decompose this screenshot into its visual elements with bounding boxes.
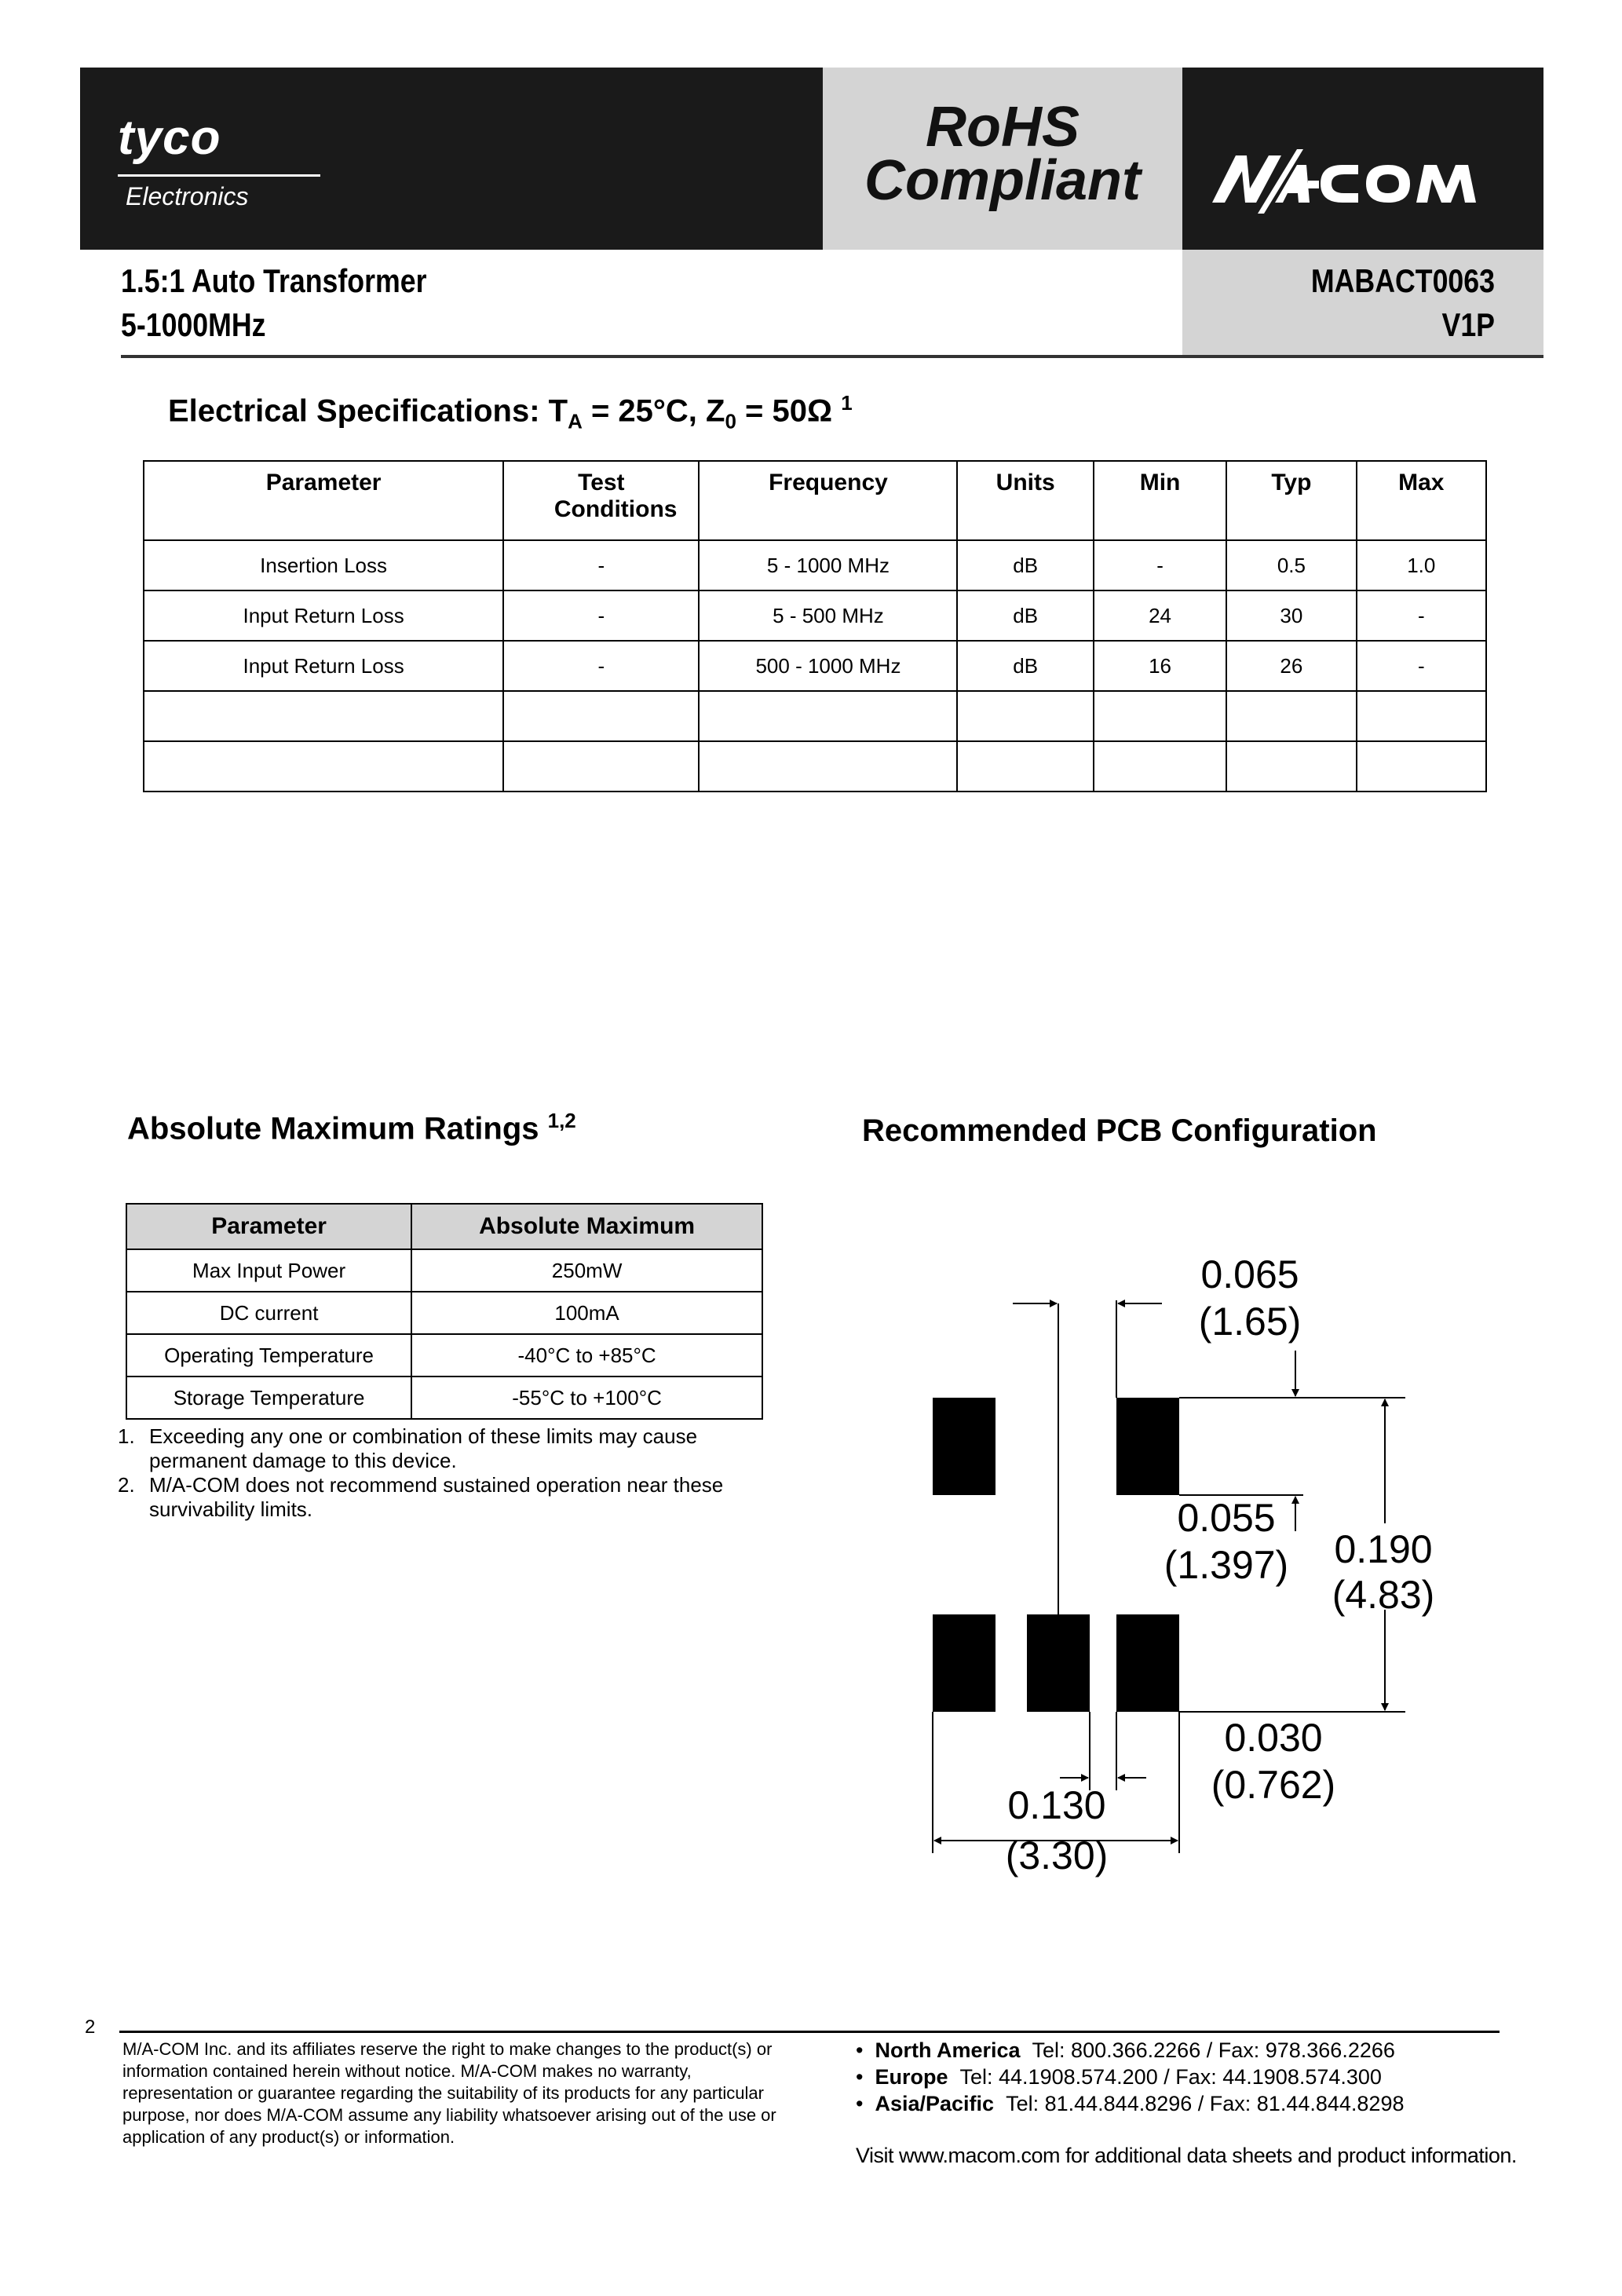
table-cell: Insertion Loss [144, 540, 503, 590]
table-cell: 5 - 1000 MHz [699, 540, 957, 590]
note-item [118, 1424, 824, 1473]
table-cell: -40°C to +85°C [411, 1334, 762, 1377]
table-cell [503, 741, 699, 792]
abs-max-heading [127, 1109, 576, 1146]
product-title-line2: 5-1000MHz [121, 306, 266, 343]
table-cell [1226, 741, 1356, 792]
table-cell: 26 [1226, 641, 1356, 691]
dim-label: (1.65) [1198, 1300, 1302, 1344]
table-row [144, 540, 1486, 590]
abs-max-notes [118, 1424, 824, 1522]
table-cell: Storage Temperature [126, 1377, 411, 1419]
table-cell: 24 [1094, 590, 1226, 641]
table-cell: 1.0 [1357, 540, 1486, 590]
electrical-spec-table [143, 460, 1487, 792]
rohs-badge [823, 96, 1182, 212]
contact-info: Tel: 800.366.2266 / Fax: 978.366.2266 [1032, 2038, 1395, 2062]
elec-heading-prefix: Electrical Specifications: T [168, 393, 568, 429]
tyco-logo-subtitle: Electronics [126, 182, 249, 210]
table-cell: Input Return Loss [144, 590, 503, 641]
table-header-row [144, 461, 1486, 540]
tyco-logo-rule [118, 174, 320, 177]
contact-region: Asia/Pacific [875, 2092, 995, 2115]
table-cell: Max Input Power [126, 1249, 411, 1292]
table-cell: dB [957, 590, 1093, 641]
table-cell: Input Return Loss [144, 641, 503, 691]
table-row [144, 641, 1486, 691]
contact-region: North America [875, 2038, 1021, 2062]
col-header-text: Test Conditions [553, 470, 678, 522]
pcb-heading: Recommended PCB Configuration [862, 1113, 1377, 1148]
table-header-row [126, 1204, 762, 1249]
tyco-logo: tyco [118, 111, 221, 165]
contact-info: Tel: 81.44.844.8296 / Fax: 81.44.844.8298 [1006, 2092, 1405, 2115]
table-cell: Operating Temperature [126, 1334, 411, 1377]
table-cell: - [1357, 641, 1486, 691]
table-cell: - [1094, 540, 1226, 590]
contact-item: • Europe Tel: 44.1908.574.200 / Fax: 44.1908.574.300 [856, 2065, 1382, 2089]
pcb-pad [933, 1398, 995, 1495]
table-cell [957, 691, 1093, 741]
note-item [118, 1473, 824, 1522]
note-number: 2. [118, 1473, 135, 1497]
col-header: Absolute Maximum [411, 1204, 762, 1249]
table-cell: dB [957, 641, 1093, 691]
table-row [126, 1249, 762, 1292]
rohs-line2: Compliant [864, 149, 1141, 212]
table-cell [1357, 691, 1486, 741]
table-cell: DC current [126, 1292, 411, 1334]
table-row [144, 741, 1486, 792]
contact-item: • Asia/Pacific Tel: 81.44.844.8296 / Fax: 81.44.844.8298 [856, 2092, 1405, 2115]
col-header: Typ [1226, 461, 1356, 540]
table-cell: 5 - 500 MHz [699, 590, 957, 641]
table-cell [1094, 691, 1226, 741]
footer-divider [119, 2031, 1500, 2033]
note-text: M/A-COM does not recommend sustained operation near these survivability limits. [149, 1473, 724, 1521]
abs-max-table [126, 1203, 763, 1420]
dim-label: 0.130 [1007, 1783, 1106, 1827]
contact-list [856, 2037, 1404, 2117]
abs-max-heading-text: Absolute Maximum Ratings [127, 1111, 548, 1146]
table-cell: -55°C to +100°C [411, 1377, 762, 1419]
dim-label: (4.83) [1332, 1573, 1435, 1617]
col-header: Parameter [144, 461, 503, 540]
pcb-pad [933, 1614, 995, 1712]
dim-label: 0.030 [1224, 1716, 1323, 1760]
elec-heading-suffix: = 50Ω [736, 393, 842, 429]
table-cell: 100mA [411, 1292, 762, 1334]
col-header: Min [1094, 461, 1226, 540]
col-header: Max [1357, 461, 1486, 540]
product-title [121, 259, 426, 347]
contact-item: • North America Tel: 800.366.2266 / Fax: 978.366.2266 [856, 2038, 1395, 2062]
table-cell: 0.5 [1226, 540, 1356, 590]
table-cell [957, 741, 1093, 792]
table-cell: 250mW [411, 1249, 762, 1292]
website-note[interactable]: Visit www.macom.com for additional data sheets and product information. [856, 2144, 1517, 2167]
note-text: Exceeding any one or combination of these limits may cause permanent damage to this device. [149, 1424, 698, 1472]
abs-max-heading-note: 1,2 [547, 1109, 576, 1132]
contact-info: Tel: 44.1908.574.200 / Fax: 44.1908.574.300 [959, 2065, 1382, 2089]
product-title-line1: 1.5:1 Auto Transformer [121, 262, 427, 299]
table-cell: 16 [1094, 641, 1226, 691]
elec-heading-sub-0: 0 [725, 409, 736, 433]
elec-heading-sub-a: A [568, 409, 583, 433]
table-cell [1226, 691, 1356, 741]
pcb-pad [1116, 1614, 1179, 1712]
col-header: Parameter [126, 1204, 411, 1249]
col-header [503, 461, 699, 540]
elec-heading-mid: = 25°C, Z [582, 393, 725, 429]
dim-label: 0.055 [1177, 1496, 1276, 1540]
col-header: Units [957, 461, 1093, 540]
table-row [144, 590, 1486, 641]
version: V1P [1441, 306, 1495, 343]
dim-label: (1.397) [1164, 1543, 1289, 1587]
table-cell: - [503, 641, 699, 691]
table-cell: 500 - 1000 MHz [699, 641, 957, 691]
pcb-diagram [903, 1241, 1468, 1916]
table-cell [1094, 741, 1226, 792]
table-cell [503, 691, 699, 741]
title-divider [121, 355, 1543, 358]
contact-region: Europe [875, 2065, 948, 2089]
dim-label: 0.190 [1334, 1527, 1433, 1571]
macom-logo [1209, 141, 1507, 228]
page-number: 2 [85, 2016, 96, 2038]
table-cell: - [503, 590, 699, 641]
table-cell: dB [957, 540, 1093, 590]
footer-disclaimer: M/A-COM Inc. and its affiliates reserve the right to make changes to the product(s) or information contained herein without notice. M/A-COM makes no warranty, representation or guarantee regarding the suitability of its products for any particular purpose, nor does M/A-COM assume any liability whatsoever arising out of the use or application of any product(s) or information. [122, 2039, 776, 2147]
col-header: Frequency [699, 461, 957, 540]
table-row [126, 1292, 762, 1334]
part-number: MABACT0063 [1310, 262, 1495, 299]
electrical-spec-heading [168, 391, 853, 433]
table-cell: - [503, 540, 699, 590]
pcb-pad [1116, 1398, 1179, 1495]
table-row [126, 1334, 762, 1377]
elec-heading-note: 1 [841, 391, 853, 415]
note-number: 1. [118, 1424, 135, 1448]
part-number-block [1182, 259, 1495, 347]
table-row [126, 1377, 762, 1419]
rohs-line1: RoHS [926, 96, 1080, 159]
dim-label: 0.065 [1200, 1252, 1299, 1296]
table-cell [699, 691, 957, 741]
dim-label: (0.762) [1211, 1763, 1336, 1807]
pcb-pad [1027, 1614, 1090, 1712]
table-cell [144, 691, 503, 741]
table-cell [144, 741, 503, 792]
table-cell: 30 [1226, 590, 1356, 641]
table-cell: - [1357, 590, 1486, 641]
dim-label: (3.30) [1005, 1834, 1109, 1877]
table-cell [1357, 741, 1486, 792]
table-cell [699, 741, 957, 792]
table-row [144, 691, 1486, 741]
